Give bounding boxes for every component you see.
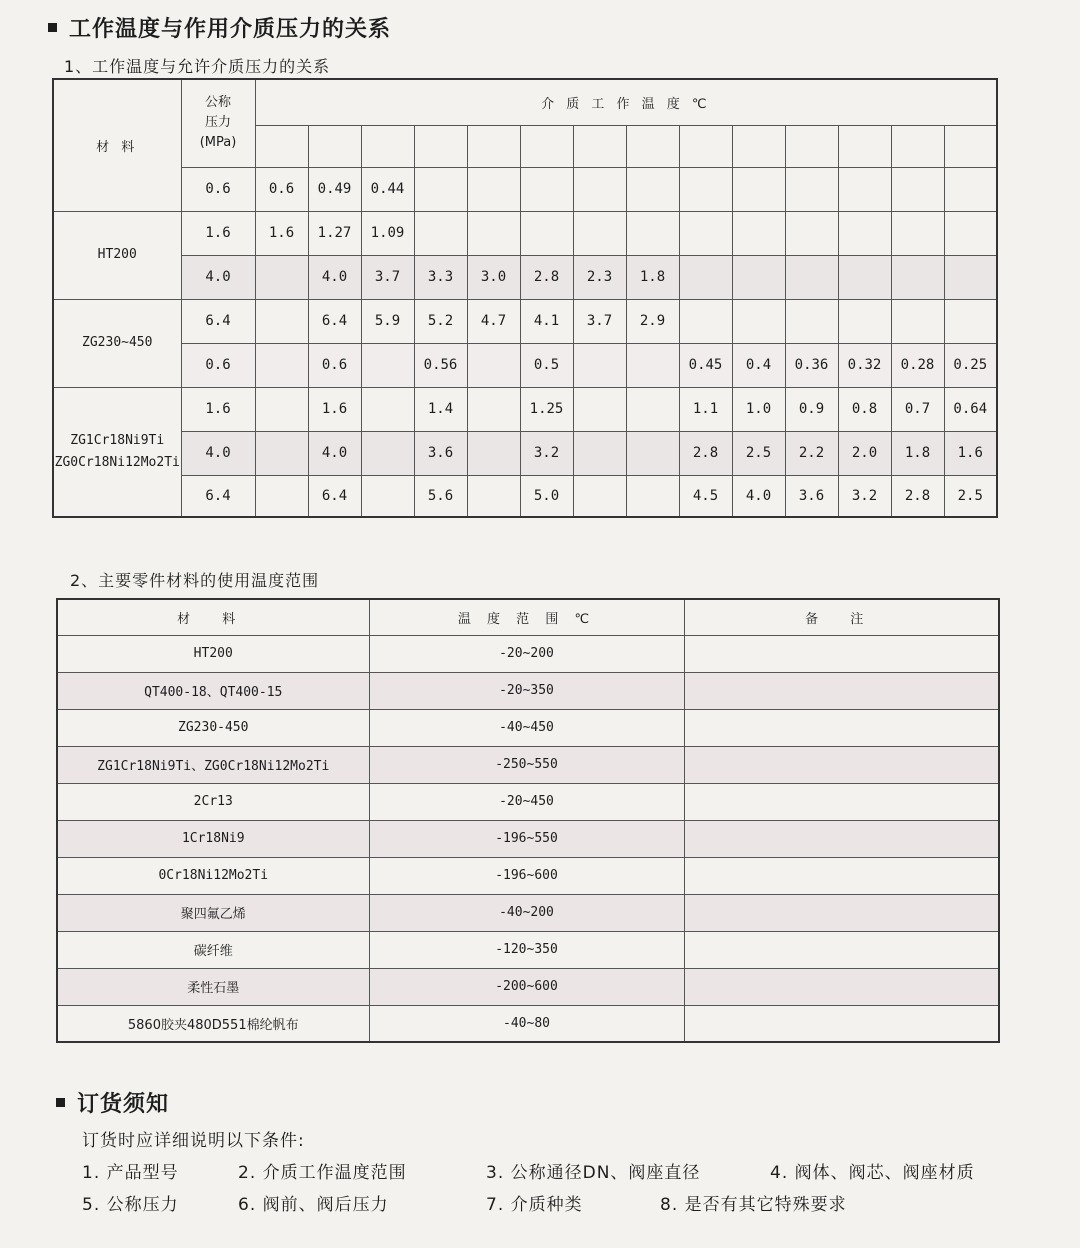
table-cell: 0.64 [944, 387, 997, 431]
table-cell [684, 894, 999, 931]
table-cell: 5.9 [361, 299, 414, 343]
table-row [57, 1005, 999, 1042]
table-cell: 0.6 [181, 343, 255, 387]
table-cell: 3.3 [414, 255, 467, 299]
material-cell-stainless: ZG1Cr18Ni9Ti ZG0Cr18Ni12Mo2Ti [53, 387, 181, 517]
table-cell [732, 211, 785, 255]
table-cell: 1.4 [414, 387, 467, 431]
table-cell: 0.36 [785, 343, 838, 387]
table-cell: 1.27 [308, 211, 361, 255]
table-cell [684, 857, 999, 894]
table-cell: 4.0 [308, 431, 361, 475]
table-cell: 5.0 [520, 475, 573, 517]
table-cell [255, 255, 308, 299]
table-cell [785, 167, 838, 211]
table-cell [684, 968, 999, 1005]
order-condition-item: 4. 阀体、阀芯、阀座材质 [770, 1163, 975, 1183]
table-cell [361, 343, 414, 387]
table-cell: 3.7 [573, 299, 626, 343]
square-bullet-icon [48, 23, 57, 32]
table-cell: -40~200 [369, 894, 684, 931]
note-column-header: 备 注 [684, 599, 999, 635]
order-condition-item: 8. 是否有其它特殊要求 [660, 1195, 847, 1215]
table-row [57, 672, 999, 709]
order-condition-item: 1. 产品型号 [82, 1163, 179, 1183]
table-row [53, 475, 997, 517]
order-condition-item: 3. 公称通径DN、阀座直径 [486, 1163, 701, 1183]
table-cell [255, 125, 308, 167]
table-cell [785, 255, 838, 299]
table-cell: 0.28 [891, 343, 944, 387]
table-cell: 1.09 [361, 211, 414, 255]
section-title-order-notes [56, 1087, 169, 1118]
table-cell: HT200 [57, 635, 369, 672]
table-cell: 6.4 [181, 475, 255, 517]
table-cell [467, 475, 520, 517]
table-cell: 0.8 [838, 387, 891, 431]
table-cell [626, 343, 679, 387]
section-title-text: 工作温度与作用介质压力的关系 [69, 16, 392, 42]
table-row [57, 635, 999, 672]
table-cell [838, 299, 891, 343]
table-cell [944, 255, 997, 299]
table-cell: 1.6 [181, 387, 255, 431]
table-cell: 0.56 [414, 343, 467, 387]
table-cell [573, 387, 626, 431]
table-row [57, 931, 999, 968]
table-cell: -20~200 [369, 635, 684, 672]
table-cell: 0.25 [944, 343, 997, 387]
table-cell [891, 125, 944, 167]
table-cell [944, 125, 997, 167]
table-cell [944, 299, 997, 343]
pressure-temperature-table [52, 78, 998, 518]
table-cell: 1.6 [944, 431, 997, 475]
table-cell: -200~600 [369, 968, 684, 1005]
table-cell [467, 167, 520, 211]
table-row [53, 343, 997, 387]
material-header: 材 料 [53, 79, 181, 211]
table-cell [573, 431, 626, 475]
table-cell [684, 672, 999, 709]
table-cell [467, 387, 520, 431]
table-cell: 1Cr18Ni9 [57, 820, 369, 857]
table-cell: 3.2 [838, 475, 891, 517]
table-cell [838, 211, 891, 255]
table-cell [520, 125, 573, 167]
table-cell: 0Cr18Ni12Mo2Ti [57, 857, 369, 894]
order-condition-item: 2. 介质工作温度范围 [238, 1163, 407, 1183]
table-cell [573, 475, 626, 517]
table-cell [944, 211, 997, 255]
table-cell [361, 125, 414, 167]
order-condition-item: 7. 介质种类 [486, 1195, 583, 1215]
table-cell [732, 125, 785, 167]
table-cell [520, 211, 573, 255]
table-cell: 2.8 [679, 431, 732, 475]
table-cell: 4.1 [520, 299, 573, 343]
table-cell [573, 343, 626, 387]
table-cell [891, 299, 944, 343]
table-cell: 6.4 [308, 299, 361, 343]
table-cell [679, 211, 732, 255]
table-cell [684, 931, 999, 968]
table-cell [944, 167, 997, 211]
table-cell: 4.0 [181, 431, 255, 475]
table-cell: 聚四氟乙烯 [57, 894, 369, 931]
table-cell: 0.7 [891, 387, 944, 431]
table-row [57, 857, 999, 894]
table-cell: 3.2 [520, 431, 573, 475]
table-cell [732, 299, 785, 343]
table-cell: 柔性石墨 [57, 968, 369, 1005]
table-cell: 1.6 [308, 387, 361, 431]
table-cell [361, 431, 414, 475]
table-cell: 0.45 [679, 343, 732, 387]
table-cell [255, 387, 308, 431]
table-cell: 2.9 [626, 299, 679, 343]
table-cell [684, 783, 999, 820]
table-cell: 3.6 [414, 431, 467, 475]
table-cell [308, 125, 361, 167]
table-cell: -20~450 [369, 783, 684, 820]
table-cell: 0.6 [308, 343, 361, 387]
table-cell [467, 125, 520, 167]
section-title-relationship [48, 12, 391, 43]
table-cell: 3.6 [785, 475, 838, 517]
table-row [53, 167, 997, 211]
order-condition-item: 6. 阀前、阀后压力 [238, 1195, 389, 1215]
table-cell [414, 167, 467, 211]
material-cell-zg230: ZG230~450 [53, 299, 181, 387]
material-column-header: 材 料 [57, 599, 369, 635]
table-cell [255, 343, 308, 387]
table-cell [255, 475, 308, 517]
table-cell [891, 255, 944, 299]
table-cell: -120~350 [369, 931, 684, 968]
table-row [57, 709, 999, 746]
table-cell: 0.6 [255, 167, 308, 211]
table-cell: 2.5 [944, 475, 997, 517]
table-cell: 1.6 [255, 211, 308, 255]
table-cell [361, 387, 414, 431]
table-cell [361, 475, 414, 517]
range-column-header: 温 度 范 围 ℃ [369, 599, 684, 635]
table-cell: -20~350 [369, 672, 684, 709]
temperature-header: 介 质 工 作 温 度 ℃ [255, 79, 997, 125]
table-row [53, 387, 997, 431]
table-row [53, 299, 997, 343]
square-bullet-icon [56, 1098, 65, 1107]
table-cell [684, 1005, 999, 1042]
table-cell: -196~550 [369, 820, 684, 857]
table-cell: 5.2 [414, 299, 467, 343]
material-cell-ht200: HT200 [53, 211, 181, 299]
table-row [53, 431, 997, 475]
table-cell: 1.1 [679, 387, 732, 431]
table-cell [520, 167, 573, 211]
table-cell: QT400-18、QT400-15 [57, 672, 369, 709]
table-cell: 1.8 [626, 255, 679, 299]
table-cell [684, 709, 999, 746]
table-cell: -40~450 [369, 709, 684, 746]
table-cell: 5.6 [414, 475, 467, 517]
table-cell [626, 475, 679, 517]
table-cell [573, 167, 626, 211]
table-cell: 2.5 [732, 431, 785, 475]
table-cell: 0.32 [838, 343, 891, 387]
table-cell [891, 167, 944, 211]
table-cell [891, 211, 944, 255]
table-cell: 1.25 [520, 387, 573, 431]
table-cell: 4.0 [308, 255, 361, 299]
table-row [57, 820, 999, 857]
table-cell [414, 211, 467, 255]
table-row [57, 783, 999, 820]
table-cell: 5860胶夹480D551棉纶帆布 [57, 1005, 369, 1042]
table-cell [573, 211, 626, 255]
table-cell: 0.6 [181, 167, 255, 211]
table-cell [679, 167, 732, 211]
table-cell: 2.0 [838, 431, 891, 475]
table-cell: -40~80 [369, 1005, 684, 1042]
table-cell: 2.2 [785, 431, 838, 475]
table-cell: 1.0 [732, 387, 785, 431]
table-cell [785, 299, 838, 343]
table-cell [414, 125, 467, 167]
table-cell: 1.6 [181, 211, 255, 255]
table-cell [732, 167, 785, 211]
table-cell [679, 255, 732, 299]
table-cell [684, 635, 999, 672]
table-cell: 3.7 [361, 255, 414, 299]
table-cell: 6.4 [181, 299, 255, 343]
table-row [57, 746, 999, 783]
table-cell: 3.0 [467, 255, 520, 299]
subtitle-material-temp-range: 2、主要零件材料的使用温度范围 [70, 571, 320, 590]
table-cell: 4.0 [732, 475, 785, 517]
table-cell [255, 431, 308, 475]
table-cell: ZG230-450 [57, 709, 369, 746]
table-cell: 0.44 [361, 167, 414, 211]
table-cell: 4.0 [181, 255, 255, 299]
order-condition-item: 5. 公称压力 [82, 1195, 179, 1215]
table-cell: 4.7 [467, 299, 520, 343]
table-cell: 0.9 [785, 387, 838, 431]
table-cell: 2.3 [573, 255, 626, 299]
table-cell: 1.8 [891, 431, 944, 475]
table-cell: 碳纤维 [57, 931, 369, 968]
table-cell [838, 125, 891, 167]
table-cell [467, 211, 520, 255]
table-row [57, 894, 999, 931]
table-cell: 4.5 [679, 475, 732, 517]
section-title-text: 订货须知 [77, 1091, 170, 1117]
table-cell: 2.8 [891, 475, 944, 517]
table-row [53, 211, 997, 255]
table-cell [785, 125, 838, 167]
table-cell: 2Cr13 [57, 783, 369, 820]
table-cell [838, 255, 891, 299]
pn-header: 公称 压力 (MPa) [181, 79, 255, 167]
table-cell [467, 343, 520, 387]
table-cell [838, 167, 891, 211]
material-temperature-range-table [56, 598, 1000, 1043]
table-cell [626, 125, 679, 167]
table-cell [626, 211, 679, 255]
table-cell [785, 211, 838, 255]
table-cell [573, 125, 626, 167]
table-cell: 2.8 [520, 255, 573, 299]
table-cell [684, 746, 999, 783]
table-cell: 0.49 [308, 167, 361, 211]
table-cell [732, 255, 785, 299]
table-cell [626, 431, 679, 475]
table-cell: -196~600 [369, 857, 684, 894]
table-cell [684, 820, 999, 857]
table-cell [255, 299, 308, 343]
order-intro-text: 订货时应详细说明以下条件: [82, 1131, 305, 1151]
table-cell: ZG1Cr18Ni9Ti、ZG0Cr18Ni12Mo2Ti [57, 746, 369, 783]
table-cell: 0.4 [732, 343, 785, 387]
table-cell: 0.5 [520, 343, 573, 387]
table-cell: -250~550 [369, 746, 684, 783]
table-cell [626, 167, 679, 211]
table-cell [679, 125, 732, 167]
table-cell [626, 387, 679, 431]
subtitle-pressure-temp: 1、工作温度与允许介质压力的关系 [64, 57, 331, 76]
table-row [57, 968, 999, 1005]
table-cell [679, 299, 732, 343]
table-cell [467, 431, 520, 475]
table-header-row [57, 599, 999, 635]
table-row [53, 255, 997, 299]
table-cell: 6.4 [308, 475, 361, 517]
